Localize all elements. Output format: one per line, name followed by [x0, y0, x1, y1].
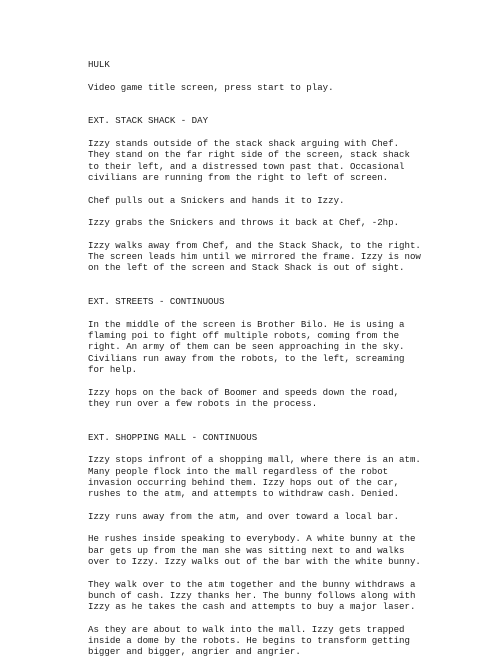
spacer [88, 443, 440, 454]
action-paragraph [88, 240, 440, 274]
action-line: to their left, and a distressed town past that. Occasional [88, 160, 405, 172]
action-paragraph [88, 454, 440, 499]
action-line: They walk over to the atm together and the bunny withdraws a [88, 578, 416, 590]
action-line: He rushes inside speaking to everybody. A white bunny at the [88, 533, 416, 545]
action-paragraph [88, 533, 440, 567]
spacer [88, 70, 440, 81]
spacer [88, 613, 440, 624]
action-paragraph [88, 319, 440, 375]
scene-heading: EXT. SHOPPING MALL - CONTINUOUS [88, 431, 258, 443]
spacer [88, 500, 440, 511]
action-paragraph [88, 624, 440, 658]
spacer [88, 522, 440, 533]
action-line: inside a dome by the robots. He begins to transform getting [88, 635, 410, 647]
action-line: invasion occurring behind them. Izzy hops out of the car, [88, 476, 400, 488]
action-paragraph [88, 511, 440, 522]
action-line: bunch of cash. Izzy thanks her. The bunny follows along with [88, 589, 416, 601]
action-line: bigger and bigger, angrier and angrier. [88, 646, 301, 658]
action-line: on the left of the screen and Stack Shack is out of sight. [88, 262, 405, 274]
scene-heading: EXT. STREETS - CONTINUOUS [88, 296, 225, 308]
spacer [88, 308, 440, 319]
action-paragraph [88, 195, 440, 206]
action-line: Izzy hops on the back of Boomer and speeds down the road, [88, 386, 400, 398]
action-paragraph [88, 217, 440, 228]
screenplay-body [88, 59, 440, 658]
action-line: In the middle of the screen is Brother Bilo. He is using a [88, 318, 405, 330]
spacer [88, 183, 440, 194]
action-line: flaming poi to fight off multiple robots, coming from the [88, 330, 400, 342]
action-line: right. An army of them can be seen approaching in the sky. [88, 341, 405, 353]
action-line: They stand on the far right side of the screen, stack shack [88, 149, 410, 161]
action-paragraph [88, 387, 440, 410]
action-line: bar gets up from the man she was sitting next to and walks [88, 544, 405, 556]
action-line: Civilians run away from the robots, to the left, screaming [88, 352, 405, 364]
spacer [88, 127, 440, 138]
intro-line: Video game title screen, press start to play. [88, 81, 334, 93]
spacer [88, 409, 440, 432]
script-title: HULK [88, 59, 110, 70]
spacer [88, 567, 440, 578]
action-line: Chef pulls out a Snickers and hands it to Izzy. [88, 194, 345, 206]
spacer [88, 274, 440, 297]
action-paragraph [88, 579, 440, 613]
action-line: Izzy grabs the Snickers and throws it back at Chef, -2hp. [88, 217, 400, 229]
spacer [88, 375, 440, 386]
action-line: for help. [88, 364, 138, 376]
action-line: Izzy as he takes the cash and attempts to buy a major laser. [88, 601, 416, 613]
scene-heading: EXT. STACK SHACK - DAY [88, 115, 209, 127]
spacer [88, 93, 440, 116]
action-line: civilians are running from the right to left of screen. [88, 171, 389, 183]
action-line: The screen leads him until we mirrored the frame. Izzy is now [88, 251, 421, 263]
action-line: Izzy stands outside of the stack shack arguing with Chef. [88, 138, 400, 150]
spacer [88, 228, 440, 239]
action-line: Izzy walks away from Chef, and the Stack Shack, to the right. [88, 239, 421, 251]
action-line: Izzy stops infront of a shopping mall, where there is an atm. [88, 454, 421, 466]
action-line: As they are about to walk into the mall. Izzy gets trapped [88, 623, 405, 635]
action-line: rushes to the atm, and attempts to withdraw cash. Denied. [88, 488, 400, 500]
action-line: over to Izzy. Izzy walks out of the bar with the white bunny. [88, 556, 421, 568]
spacer [88, 206, 440, 217]
action-line: Izzy runs away from the atm, and over toward a local bar. [88, 510, 400, 522]
action-line: Many people flock into the mall regardless of the robot [88, 465, 389, 477]
action-line: they run over a few robots in the process. [88, 397, 318, 409]
action-paragraph [88, 138, 440, 183]
